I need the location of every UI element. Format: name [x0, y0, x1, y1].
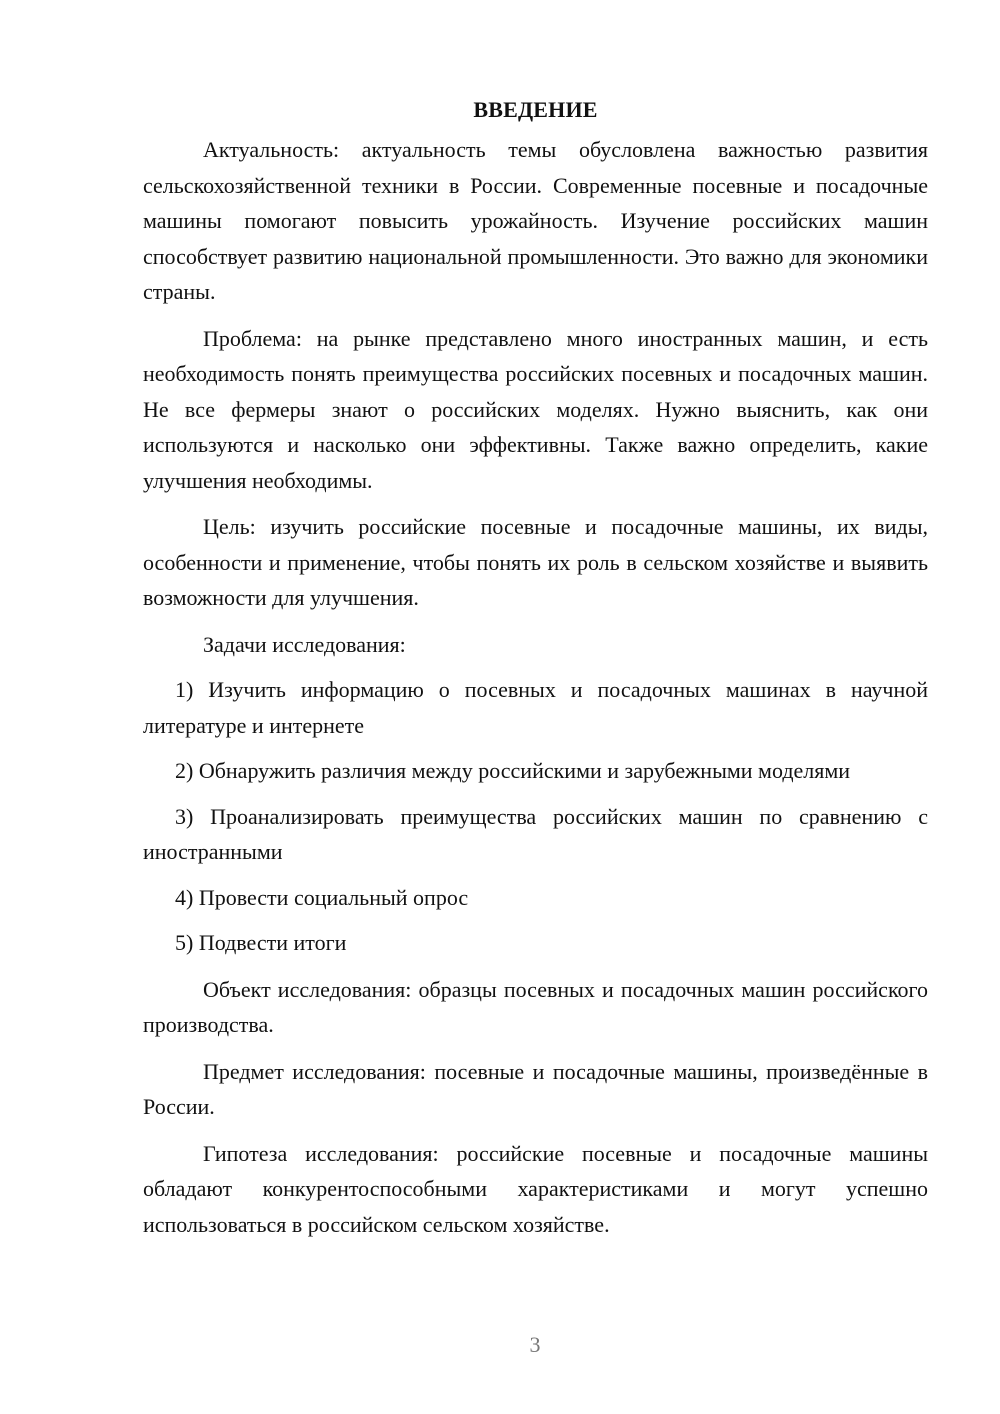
paragraph-tasks-heading: Задачи исследования:: [203, 631, 406, 657]
list-item-task-3: 3) Проанализировать преимущества российских машин по сравнению с иностранными: [143, 803, 928, 864]
page-number: 3: [529, 1332, 541, 1357]
paragraph-relevance: Актуальность: актуальность темы обусловлена важностью развития сельскохозяйственной техники в России. Современные посевные и посадочные машины помогают повысить урожайность. Изучение российских машин способствует развитию национальной промышленности. Это важно для экономики страны.: [143, 137, 928, 304]
page-content: [143, 92, 928, 1242]
list-item-task-1: 1) Изучить информацию о посевных и посадочных машинах в научной литературе и интернете: [143, 677, 928, 738]
paragraph-problem: Проблема: на рынке представлено много иностранных машин, и есть необходимость понять преимущества российских посевных и посадочных машин. Не все фермеры знают о российских моделях. Нужно выяснить, как они используются и насколько они эффективны. Также важно определить, какие улучшения необходимы.: [143, 325, 928, 493]
list-item-task-4: 4) Провести социальный опрос: [175, 884, 469, 910]
paragraph-hypothesis: Гипотеза исследования: российские посевные и посадочные машины обладают конкурентоспособными характеристиками и могут успешно использоваться в российском сельском хозяйстве.: [143, 1140, 928, 1237]
paragraph-subject: Предмет исследования: посевные и посадочные машины, произведённые в России.: [143, 1058, 928, 1119]
list-item-task-2: 2) Обнаружить различия между российскими и зарубежными моделями: [175, 758, 851, 783]
list-item-task-5: 5) Подвести итоги: [175, 930, 347, 955]
paragraph-goal: Цель: изучить российские посевные и посадочные машины, их виды, особенности и применение, чтобы понять их роль в сельском хозяйстве и выявить возможности для улучшения.: [143, 514, 928, 610]
section-heading: ВВЕДЕНИЕ: [473, 97, 598, 122]
paragraph-object: Объект исследования: образцы посевных и посадочных машин российского производства.: [143, 976, 928, 1037]
